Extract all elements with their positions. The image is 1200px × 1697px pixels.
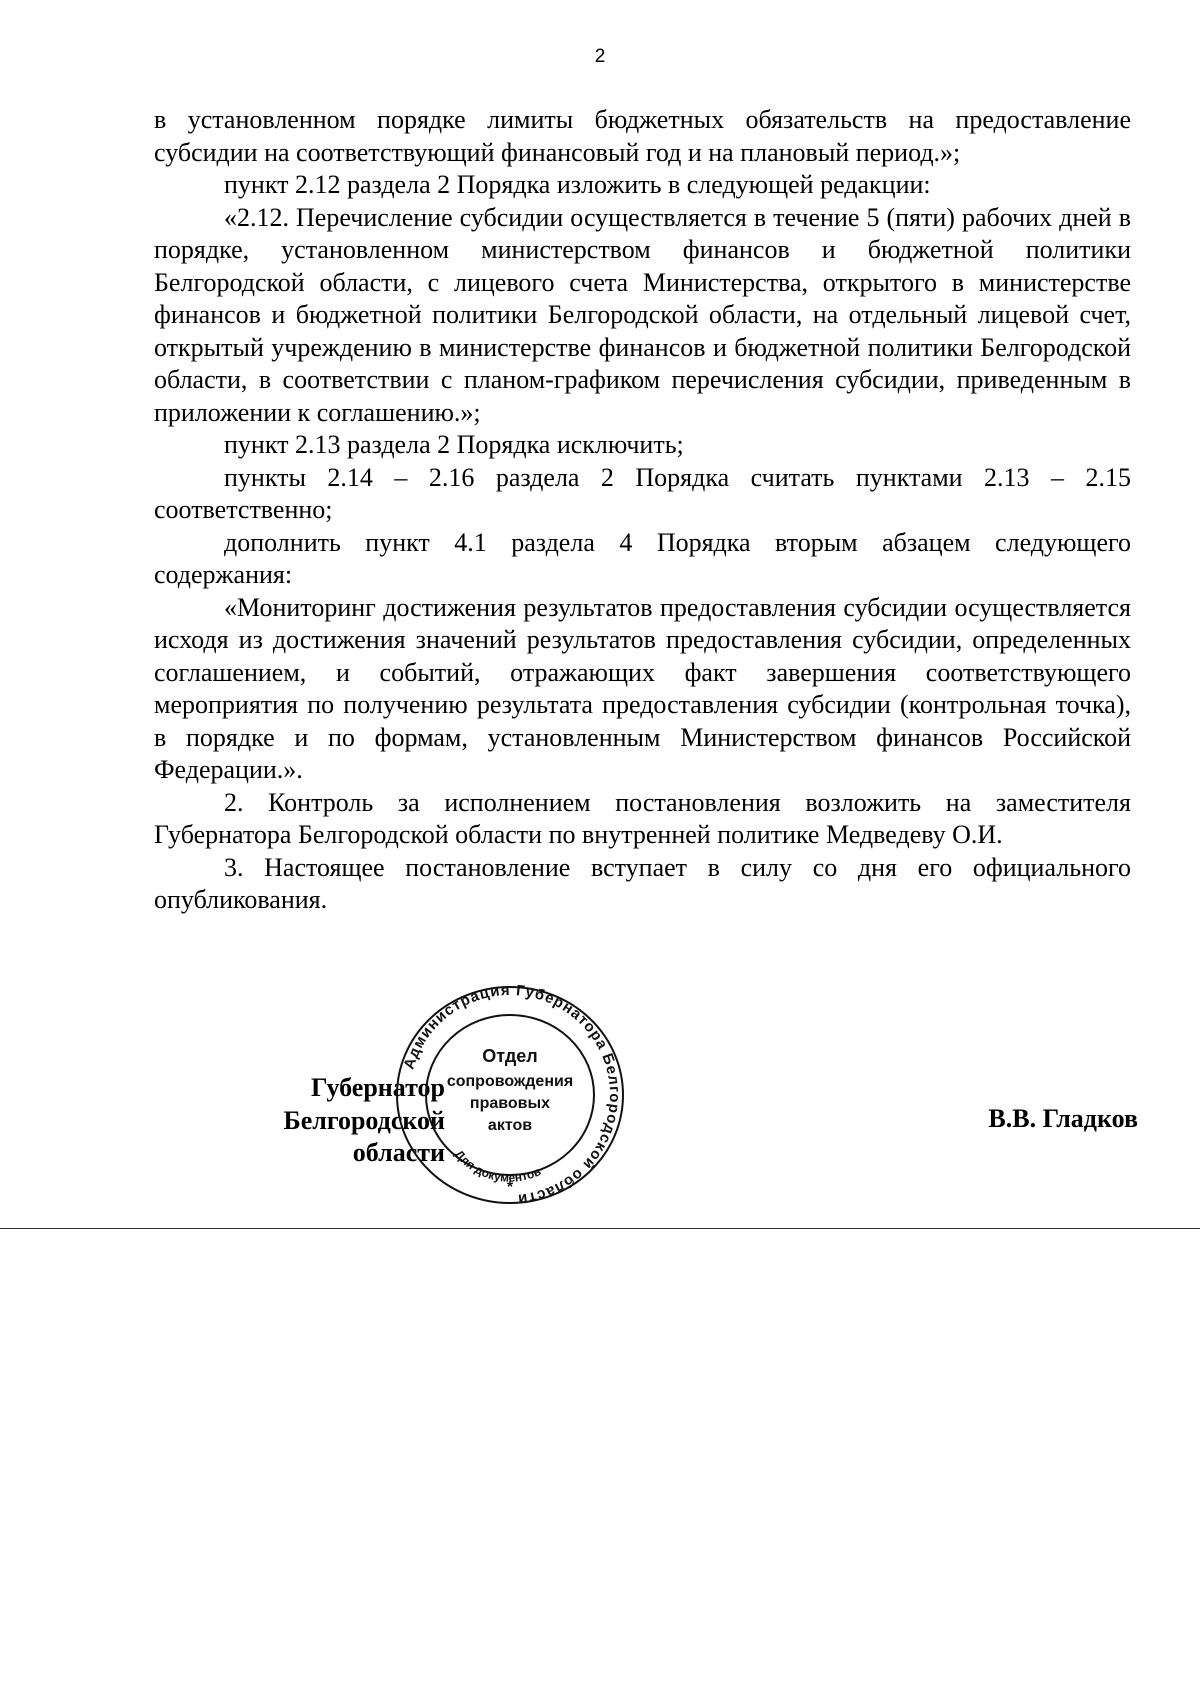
signatory-title-line-1: Губернатор (310, 1073, 445, 1102)
official-stamp (393, 982, 627, 1208)
signatory-name: В.В. Гладков (988, 1104, 1138, 1133)
stamp-outer-text: Администрация Губернатора Белгородской области (400, 982, 624, 1208)
paragraph-2: пункт 2.12 раздела 2 Порядка изложить в следующей редакции: (224, 170, 931, 199)
paragraph-9: 3. Настоящее постановление вступает в силу со дня его официального опубликования. (154, 852, 1131, 914)
page-number: 2 (594, 46, 606, 67)
stamp-bottom-text: Для документов (451, 1147, 544, 1185)
paragraph-8: 2. Контроль за исполнением постановления возложить на заместителя Губернатора Белгородской области по внутренней политике Медведеву О.И. (154, 787, 1131, 849)
paragraph-4: пункт 2.13 раздела 2 Порядка исключить; (224, 430, 684, 459)
stamp-line-1: Отдел (482, 1046, 538, 1066)
stamp-line-4: актов (487, 1117, 533, 1134)
bottom-rule (0, 1228, 1200, 1229)
body-text (154, 104, 1131, 917)
stamp-line-3: правовых (469, 1095, 551, 1112)
paragraph-5: пункты 2.14 – 2.16 раздела 2 Порядка считать пунктами 2.13 – 2.15 соответственно; (154, 462, 1131, 524)
stamp-line-2: сопровождения (446, 1073, 574, 1090)
stamp-star: * (506, 1179, 514, 1196)
paragraph-7: «Мониторинг достижения результатов предоставления субсидии осуществляется исходя из достижения значений результатов предоставления субсидии, определенных соглашением, и событий, отражающих факт завершения соответствующего мероприятия по получению результата предоставления субсидии (контрольная точка), в порядке и по формам, установленным Министерством финансов Российской Федерации.». (154, 592, 1131, 784)
paragraph-6: дополнить пункт 4.1 раздела 4 Порядка вторым абзацем следующего содержания: (154, 527, 1131, 589)
signatory-title-line-2: Белгородской области (283, 1105, 445, 1167)
paragraph-1: в установленном порядке лимиты бюджетных обязательств на предоставление субсидии на соответствующий финансовый год и на плановый период.»; (154, 105, 1131, 167)
paragraph-3: «2.12. Перечисление субсидии осуществляется в течение 5 (пяти) рабочих дней в порядке, установленном министерством финансов и бюджетной политики Белгородской области, с лицевого счета Министерства, открытого в министерстве финансов и бюджетной политики Белгородской области, на отдельный лицевой счет, открытый учреждению в министерстве финансов и бюджетной политики Белгородской области, в соответствии с планом-графиком перечисления субсидии, приведенным в приложении к соглашению.»; (154, 202, 1131, 427)
